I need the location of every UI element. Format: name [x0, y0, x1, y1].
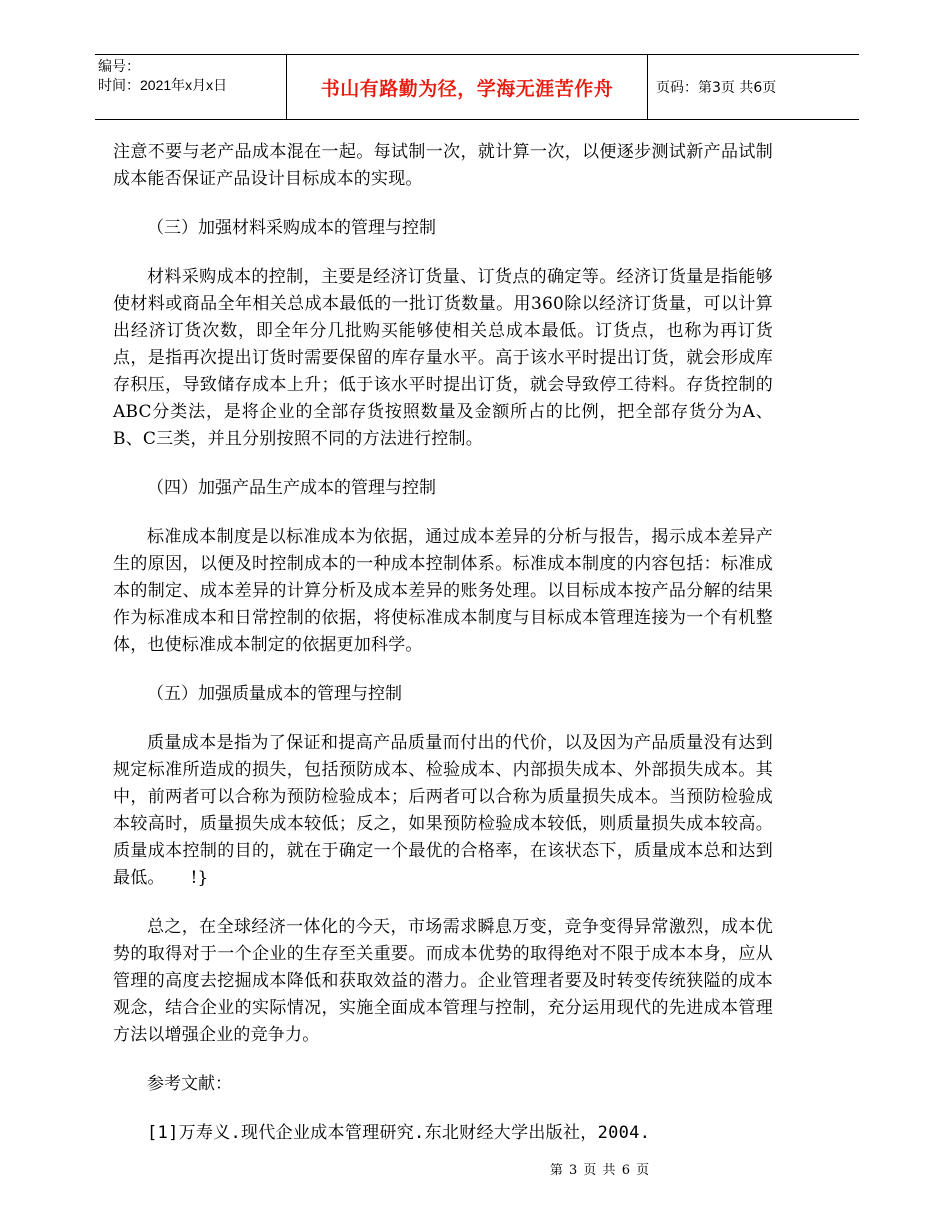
- paragraph-continuation: 注意不要与老产品成本混在一起。每试制一次，就计算一次，以便逐步测试新产品试制成本能否保证产品设计目标成本的实现。: [113, 142, 773, 189]
- page-footer: 第 3 页 共 6 页: [549, 1163, 651, 1178]
- references-title: 参考文献：: [147, 1074, 232, 1094]
- paragraph-standard-cost: 标准成本制度是以标准成本为依据，通过成本差异的分析与报告，揭示成本差异产生的原因，以便及时控制成本的一种成本控制体系。标准成本制度的内容包括：标准成本的制定、成本差异的计算分析及成本差异的账务处理。以目标成本按产品分解的结果作为标准成本和日常控制的依据，将使标准成本制度与目标成本管理连接为一个有机整体，也使标准成本制定的依据更加科学。: [113, 527, 773, 655]
- section-heading-3: （三）加强材料采购成本的管理与控制: [147, 218, 436, 238]
- header-motto: 书山有路勤为径，学海无涯苦作舟: [286, 55, 648, 119]
- reference-item: [1]万寿义.现代企业成本管理研究.东北财经大学出版社，2004.: [147, 1123, 651, 1143]
- header-page-info: 页码：第3页 共6页: [656, 80, 777, 96]
- paragraph-quality-cost: 质量成本是指为了保证和提高产品质量而付出的代价，以及因为产品质量没有达到规定标准所造成的损失，包括预防成本、检验成本、内部损失成本、外部损失成本。其中，前两者可以合称为预防检验成本；后两者可以合称为质量损失成本。当预防检验成本较高时，质量损失成本较低；反之，如果预防检验成本较低，则质量损失成本较高。质量成本控制的目的，就在于确定一个最优的合格率，在该状态下，质量成本总和达到最低。 !}: [113, 733, 773, 888]
- document-time-label: 时间：2021年x月x日: [98, 77, 228, 93]
- section-heading-4: （四）加强产品生产成本的管理与控制: [147, 478, 436, 498]
- document-number-label: 编号：: [98, 58, 140, 74]
- page-header: [95, 54, 859, 120]
- document-body: [113, 139, 773, 1147]
- header-meta: [95, 55, 286, 119]
- paragraph-material-procurement: 材料采购成本的控制，主要是经济订货量、订货点的确定等。经济订货量是指能够使材料或商品全年相关总成本最低的一批订货数量。用360除以经济订货量，可以计算出经济订货次数，即全年分几批购买能够使相关总成本最低。订货点，也称为再订货点，是指再次提出订货时需要保留的库存量水平。高于该水平时提出订货，就会形成库存积压，导致储存成本上升；低于该水平时提出订货，就会导致停工待料。存货控制的ABC分类法，是将企业的全部存货按照数量及金额所占的比例，把全部存货分为A、B、C三类，并且分别按照不同的方法进行控制。: [113, 267, 773, 449]
- section-heading-5: （五）加强质量成本的管理与控制: [147, 684, 402, 704]
- paragraph-conclusion: 总之，在全球经济一体化的今天，市场需求瞬息万变，竞争变得异常激烈，成本优势的取得对于一个企业的生存至关重要。而成本优势的取得绝对不限于成本本身，应从管理的高度去挖掘成本降低和获取效益的潜力。企业管理者要及时转变传统狭隘的成本观念，结合企业的实际情况，实施全面成本管理与控制，充分运用现代的先进成本管理方法以增强企业的竞争力。: [113, 917, 773, 1045]
